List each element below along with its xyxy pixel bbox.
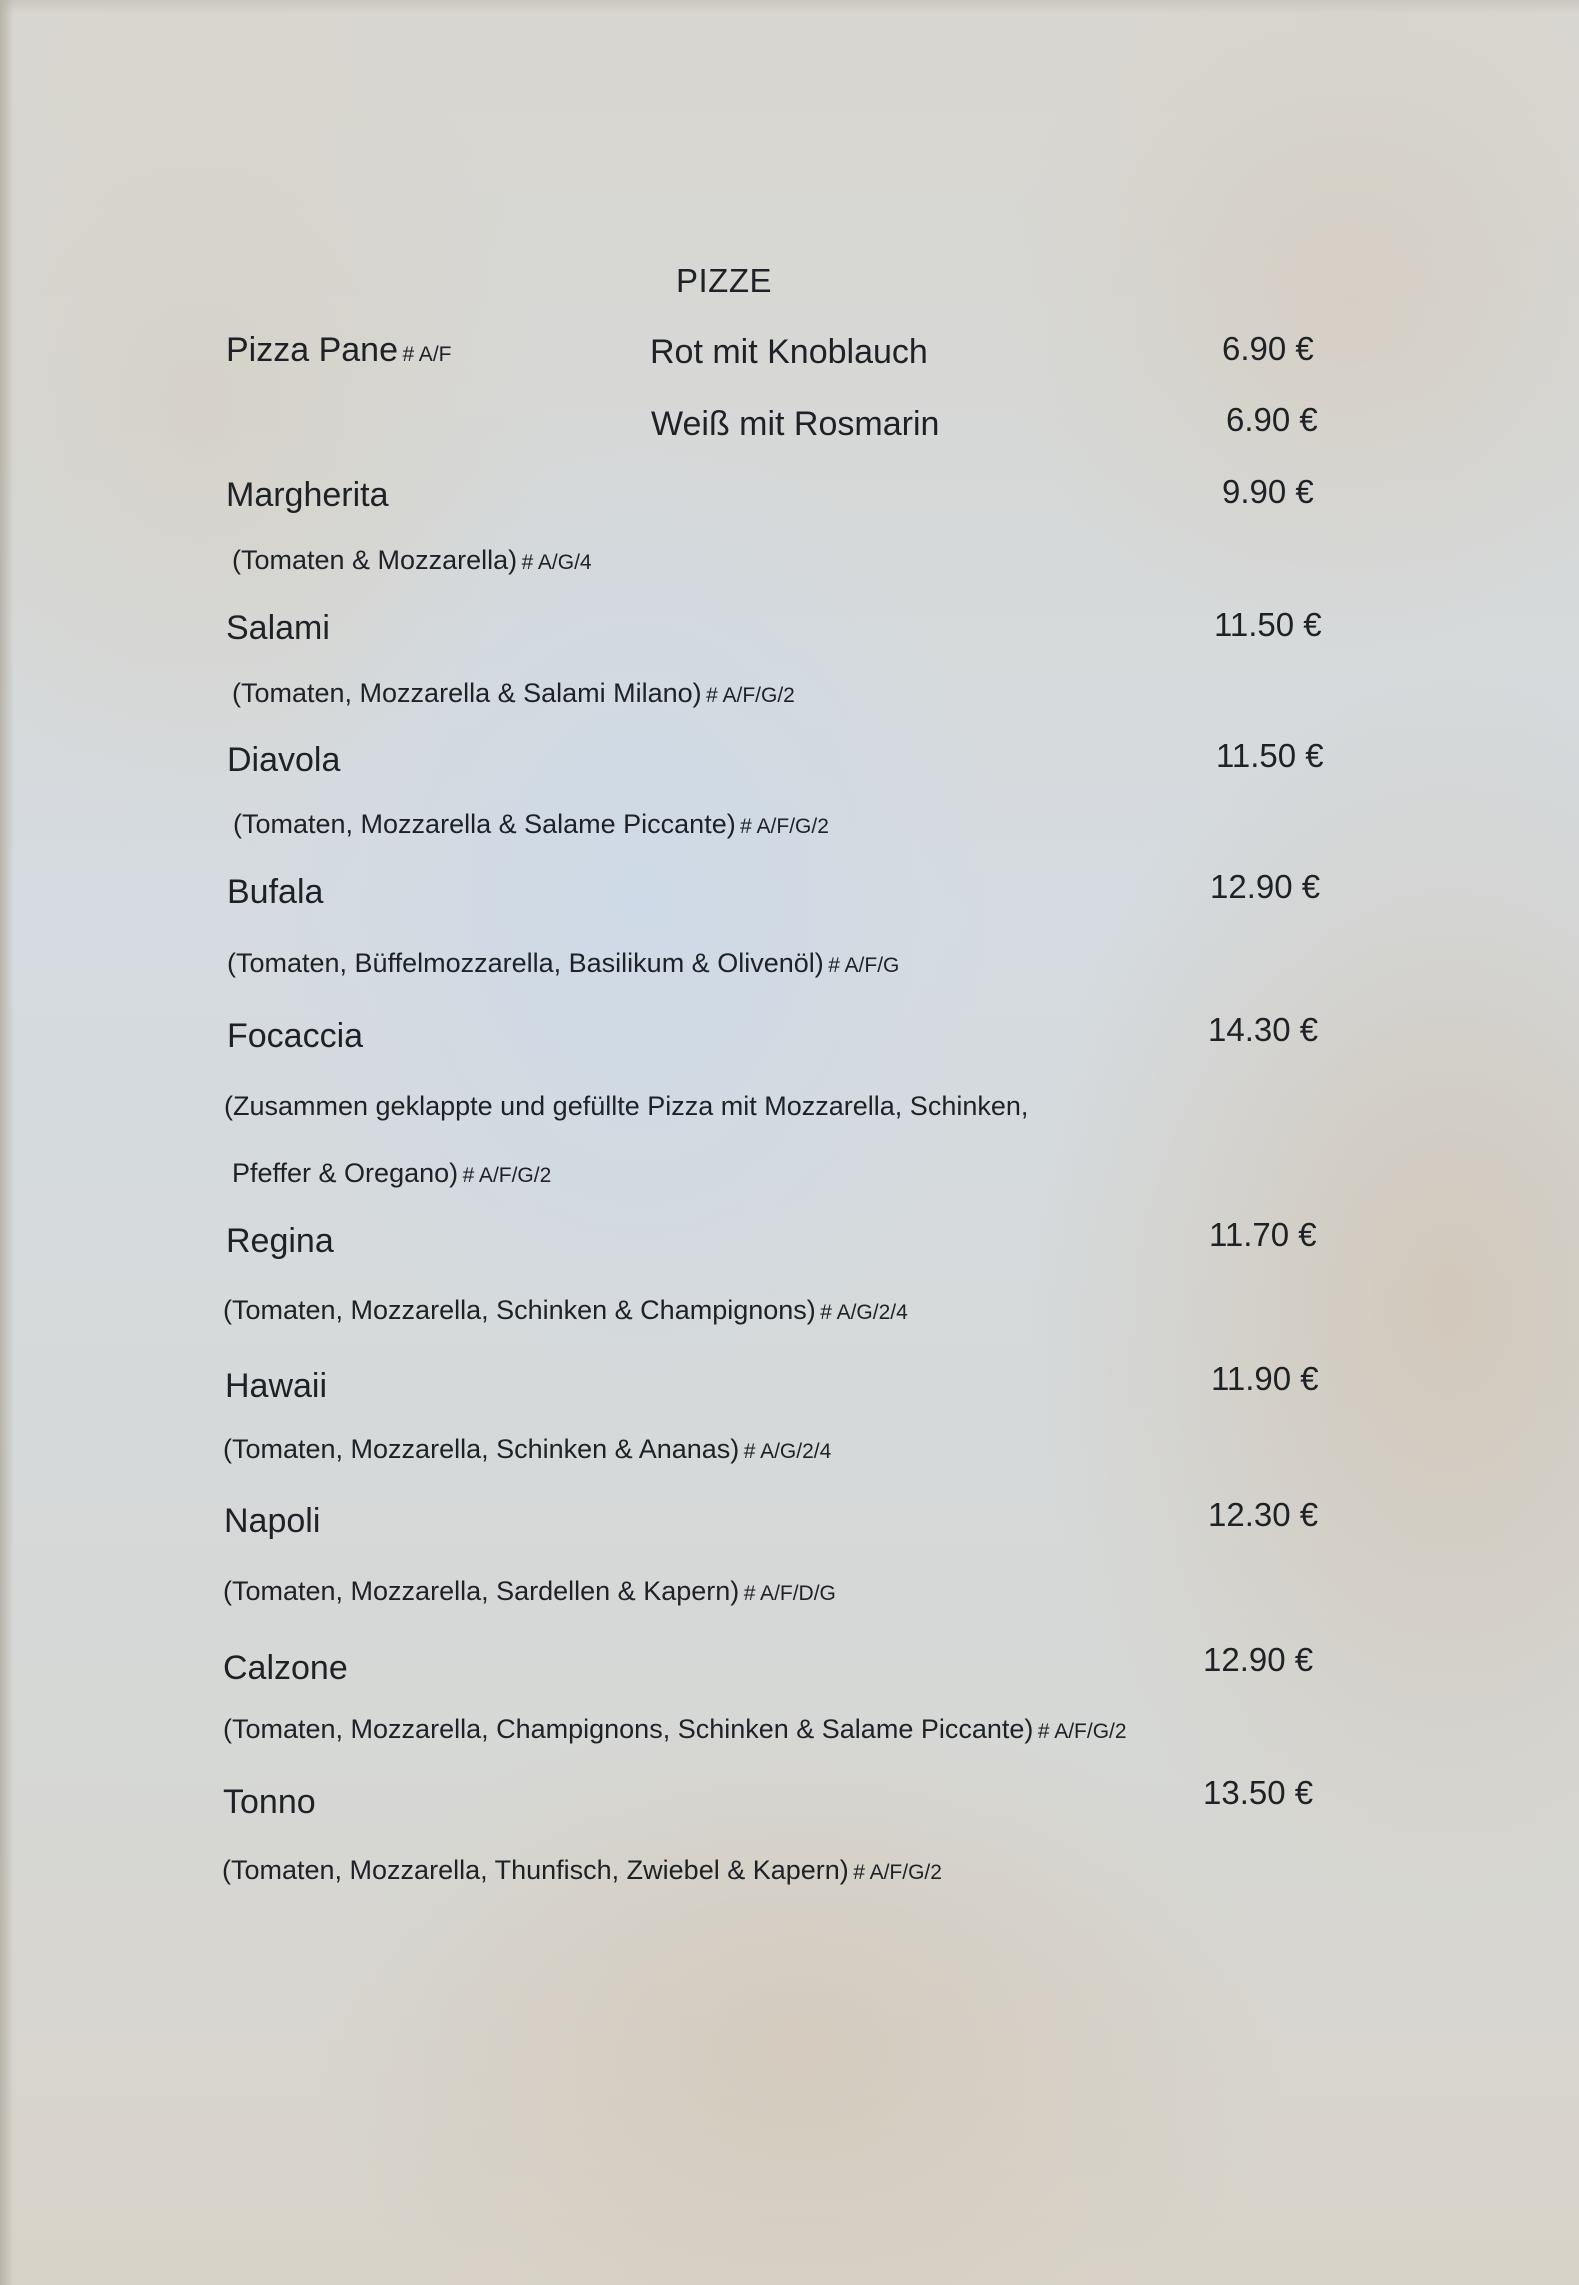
item-description-cont <box>232 1160 551 1187</box>
item-price: 12.90 € <box>1210 868 1321 905</box>
item-price: 11.70 € <box>1209 1216 1317 1253</box>
item-price: 11.50 € <box>1216 737 1324 774</box>
allergen-code: # A/F/G/2 <box>462 1164 552 1187</box>
item-name: Tonno <box>223 1783 316 1821</box>
item-price: 14.30 € <box>1208 1011 1319 1048</box>
item-name: Focaccia <box>227 1017 364 1055</box>
item-price: 11.90 € <box>1211 1360 1319 1397</box>
description-text: (Tomaten, Büffelmozzarella, Basilikum & Olivenöl) <box>227 948 824 978</box>
item-description <box>223 1716 1127 1743</box>
description-text: (Tomaten, Mozzarella, Schinken & Champignons) <box>223 1295 816 1325</box>
variant-label: Weiß mit Rosmarin <box>651 405 940 443</box>
item-name: Regina <box>226 1222 334 1260</box>
paper-edge-top <box>0 0 1579 14</box>
item-description <box>223 1436 831 1463</box>
item-name: Bufala <box>227 873 324 911</box>
allergen-code: # A/F/G/2 <box>853 1861 942 1884</box>
item-description <box>223 1297 908 1324</box>
paper-edge-left <box>0 0 14 2285</box>
item-description <box>232 547 592 574</box>
allergen-code: # A/G/2/4 <box>743 1440 832 1463</box>
item-description: (Zusammen geklappte und gefüllte Pizza mit Mozzarella, Schinken, <box>224 1091 1029 1121</box>
item-price: 9.90 € <box>1222 473 1314 510</box>
item-description <box>232 680 795 707</box>
description-text: (Tomaten, Mozzarella, Thunfisch, Zwiebel & Kapern) <box>222 1855 849 1885</box>
item-price: 11.50 € <box>1214 606 1322 643</box>
item-description <box>223 1578 836 1605</box>
item-pizza-pane <box>226 333 451 367</box>
allergen-code: # A/F/D/G <box>743 1582 836 1605</box>
description-text: (Tomaten & Mozzarella) <box>232 545 518 575</box>
menu-title: PIZZE <box>676 262 773 299</box>
item-description <box>227 950 899 977</box>
allergen-code: # A/G/4 <box>521 551 592 574</box>
variant-label: Rot mit Knoblauch <box>650 333 928 371</box>
description-text: (Tomaten, Mozzarella & Salame Piccante) <box>233 809 736 839</box>
item-name: Diavola <box>227 741 341 779</box>
allergen-code: # A/F/G/2 <box>706 684 795 707</box>
item-price: 12.90 € <box>1203 1641 1314 1678</box>
description-text: (Tomaten, Mozzarella, Schinken & Ananas) <box>223 1434 740 1464</box>
item-description <box>233 811 829 838</box>
allergen-code: # A/F/G/2 <box>1037 1720 1127 1743</box>
item-price: 12.30 € <box>1208 1496 1319 1533</box>
item-description <box>222 1857 942 1884</box>
allergen-code: # A/F <box>402 343 452 366</box>
allergen-code: # A/G/2/4 <box>820 1301 908 1324</box>
description-text: Pfeffer & Oregano) <box>232 1158 459 1188</box>
allergen-code: # A/F/G <box>828 954 900 977</box>
item-name: Calzone <box>223 1649 348 1687</box>
item-price: 6.90 € <box>1226 401 1318 438</box>
description-text: (Tomaten, Mozzarella, Sardellen & Kapern) <box>223 1576 740 1606</box>
description-text: (Tomaten, Mozzarella, Champignons, Schinken & Salame Piccante) <box>223 1714 1034 1744</box>
item-name: Margherita <box>226 476 389 514</box>
item-name: Hawaii <box>225 1367 328 1405</box>
item-price: 6.90 € <box>1222 330 1314 367</box>
item-price: 13.50 € <box>1203 1774 1314 1811</box>
description-text: (Tomaten, Mozzarella & Salami Milano) <box>232 678 702 708</box>
allergen-code: # A/F/G/2 <box>740 815 829 838</box>
item-name: Napoli <box>224 1502 321 1540</box>
item-name: Salami <box>226 609 330 647</box>
item-name: Pizza Pane <box>226 331 398 369</box>
